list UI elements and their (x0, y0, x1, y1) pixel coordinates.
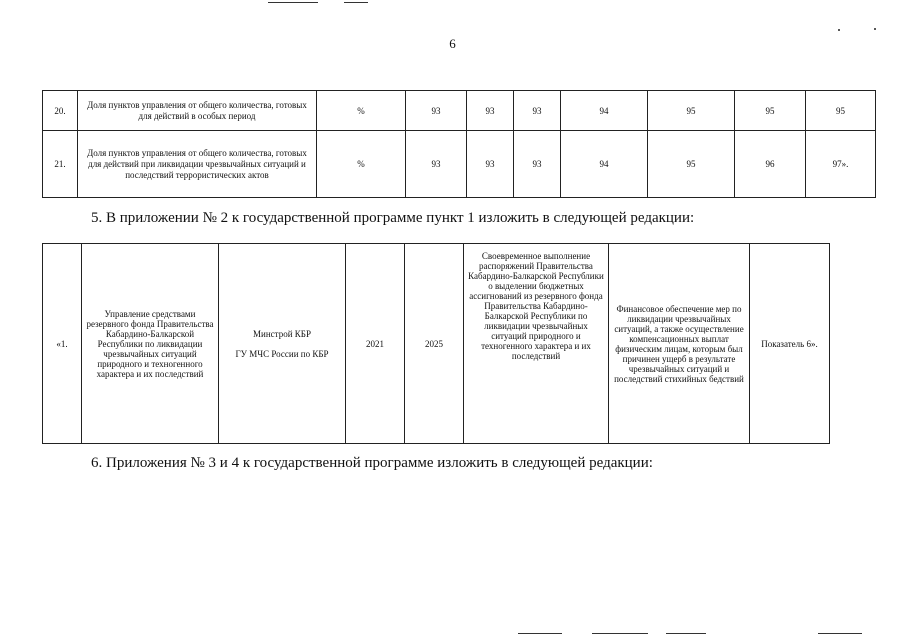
start-year: 2021 (346, 244, 405, 444)
value-cell: 93 (514, 131, 561, 198)
row-number: 20. (43, 91, 78, 131)
scan-mark-bottom (666, 633, 706, 634)
value-cell: 95 (735, 91, 806, 131)
table-row (43, 131, 876, 198)
indicator-link: Показатель 6». (750, 244, 830, 444)
executors-cell (219, 244, 346, 444)
measure-description: Финансовое обеспечение мер по ликвидации чрезвычайных ситуаций, а также осуществление компенсационных выплат физическим лицам, которым был причинен ущерб в результате чрезвычайных ситуаций и последствий стихийных бедствий (609, 244, 750, 444)
measures-table (42, 243, 830, 444)
row-number: «1. (43, 244, 82, 444)
scan-mark-bottom (592, 633, 648, 634)
paragraph-5: 5. В приложении № 2 к государственной программе пункт 1 изложить в следующей редакции: (91, 210, 695, 226)
scan-mark-top (268, 2, 318, 3)
targets-table (42, 90, 876, 198)
value-cell: 95 (648, 91, 735, 131)
page-number: 6 (449, 36, 456, 51)
unit-cell: % (317, 131, 406, 198)
value-cell: 95 (806, 91, 876, 131)
table-row (43, 244, 830, 444)
scan-mark-bottom (518, 633, 562, 634)
end-year: 2025 (405, 244, 464, 444)
scan-mark-top (344, 2, 368, 3)
indicator-name: Доля пунктов управления от общего количества, готовых для действий при ликвидации чрезвычайных ситуаций и последствий террористических актов (78, 131, 317, 198)
value-cell: 93 (514, 91, 561, 131)
value-cell: 93 (467, 91, 514, 131)
row-number: 21. (43, 131, 78, 198)
indicator-name: Доля пунктов управления от общего количества, готовых для действий в особых период (78, 91, 317, 131)
value-cell: 97». (806, 131, 876, 198)
table-row (43, 91, 876, 131)
value-cell: 93 (406, 91, 467, 131)
value-cell: 94 (561, 131, 648, 198)
value-cell: 93 (467, 131, 514, 198)
scan-mark-bottom (818, 633, 862, 634)
value-cell: 95 (648, 131, 735, 198)
expected-result: Своевременное выполнение распоряжений Правительства Кабардино-Балкарской Республики о выделении бюджетных ассигнований из резервного фонда Правительства Кабардино-Балкарской Республики по ликвидации чрезвычайных ситуаций природного и техногенного характера и их последствий (464, 244, 609, 444)
value-cell: 94 (561, 91, 648, 131)
scan-dot (838, 29, 840, 31)
paragraph-6: 6. Приложения № 3 и 4 к государственной программе изложить в следующей редакции: (91, 455, 653, 471)
executor-minstroy: Минстрой КБР (253, 328, 311, 339)
scan-dot (874, 28, 876, 30)
executor-mchs: ГУ МЧС России по КБР (235, 348, 329, 359)
measure-name: Управление средствами резервного фонда Правительства Кабардино-Балкарской Республики по ликвидации чрезвычайных ситуаций природного и техногенного характера и их последствий (82, 244, 219, 444)
value-cell: 93 (406, 131, 467, 198)
value-cell: 96 (735, 131, 806, 198)
unit-cell: % (317, 91, 406, 131)
